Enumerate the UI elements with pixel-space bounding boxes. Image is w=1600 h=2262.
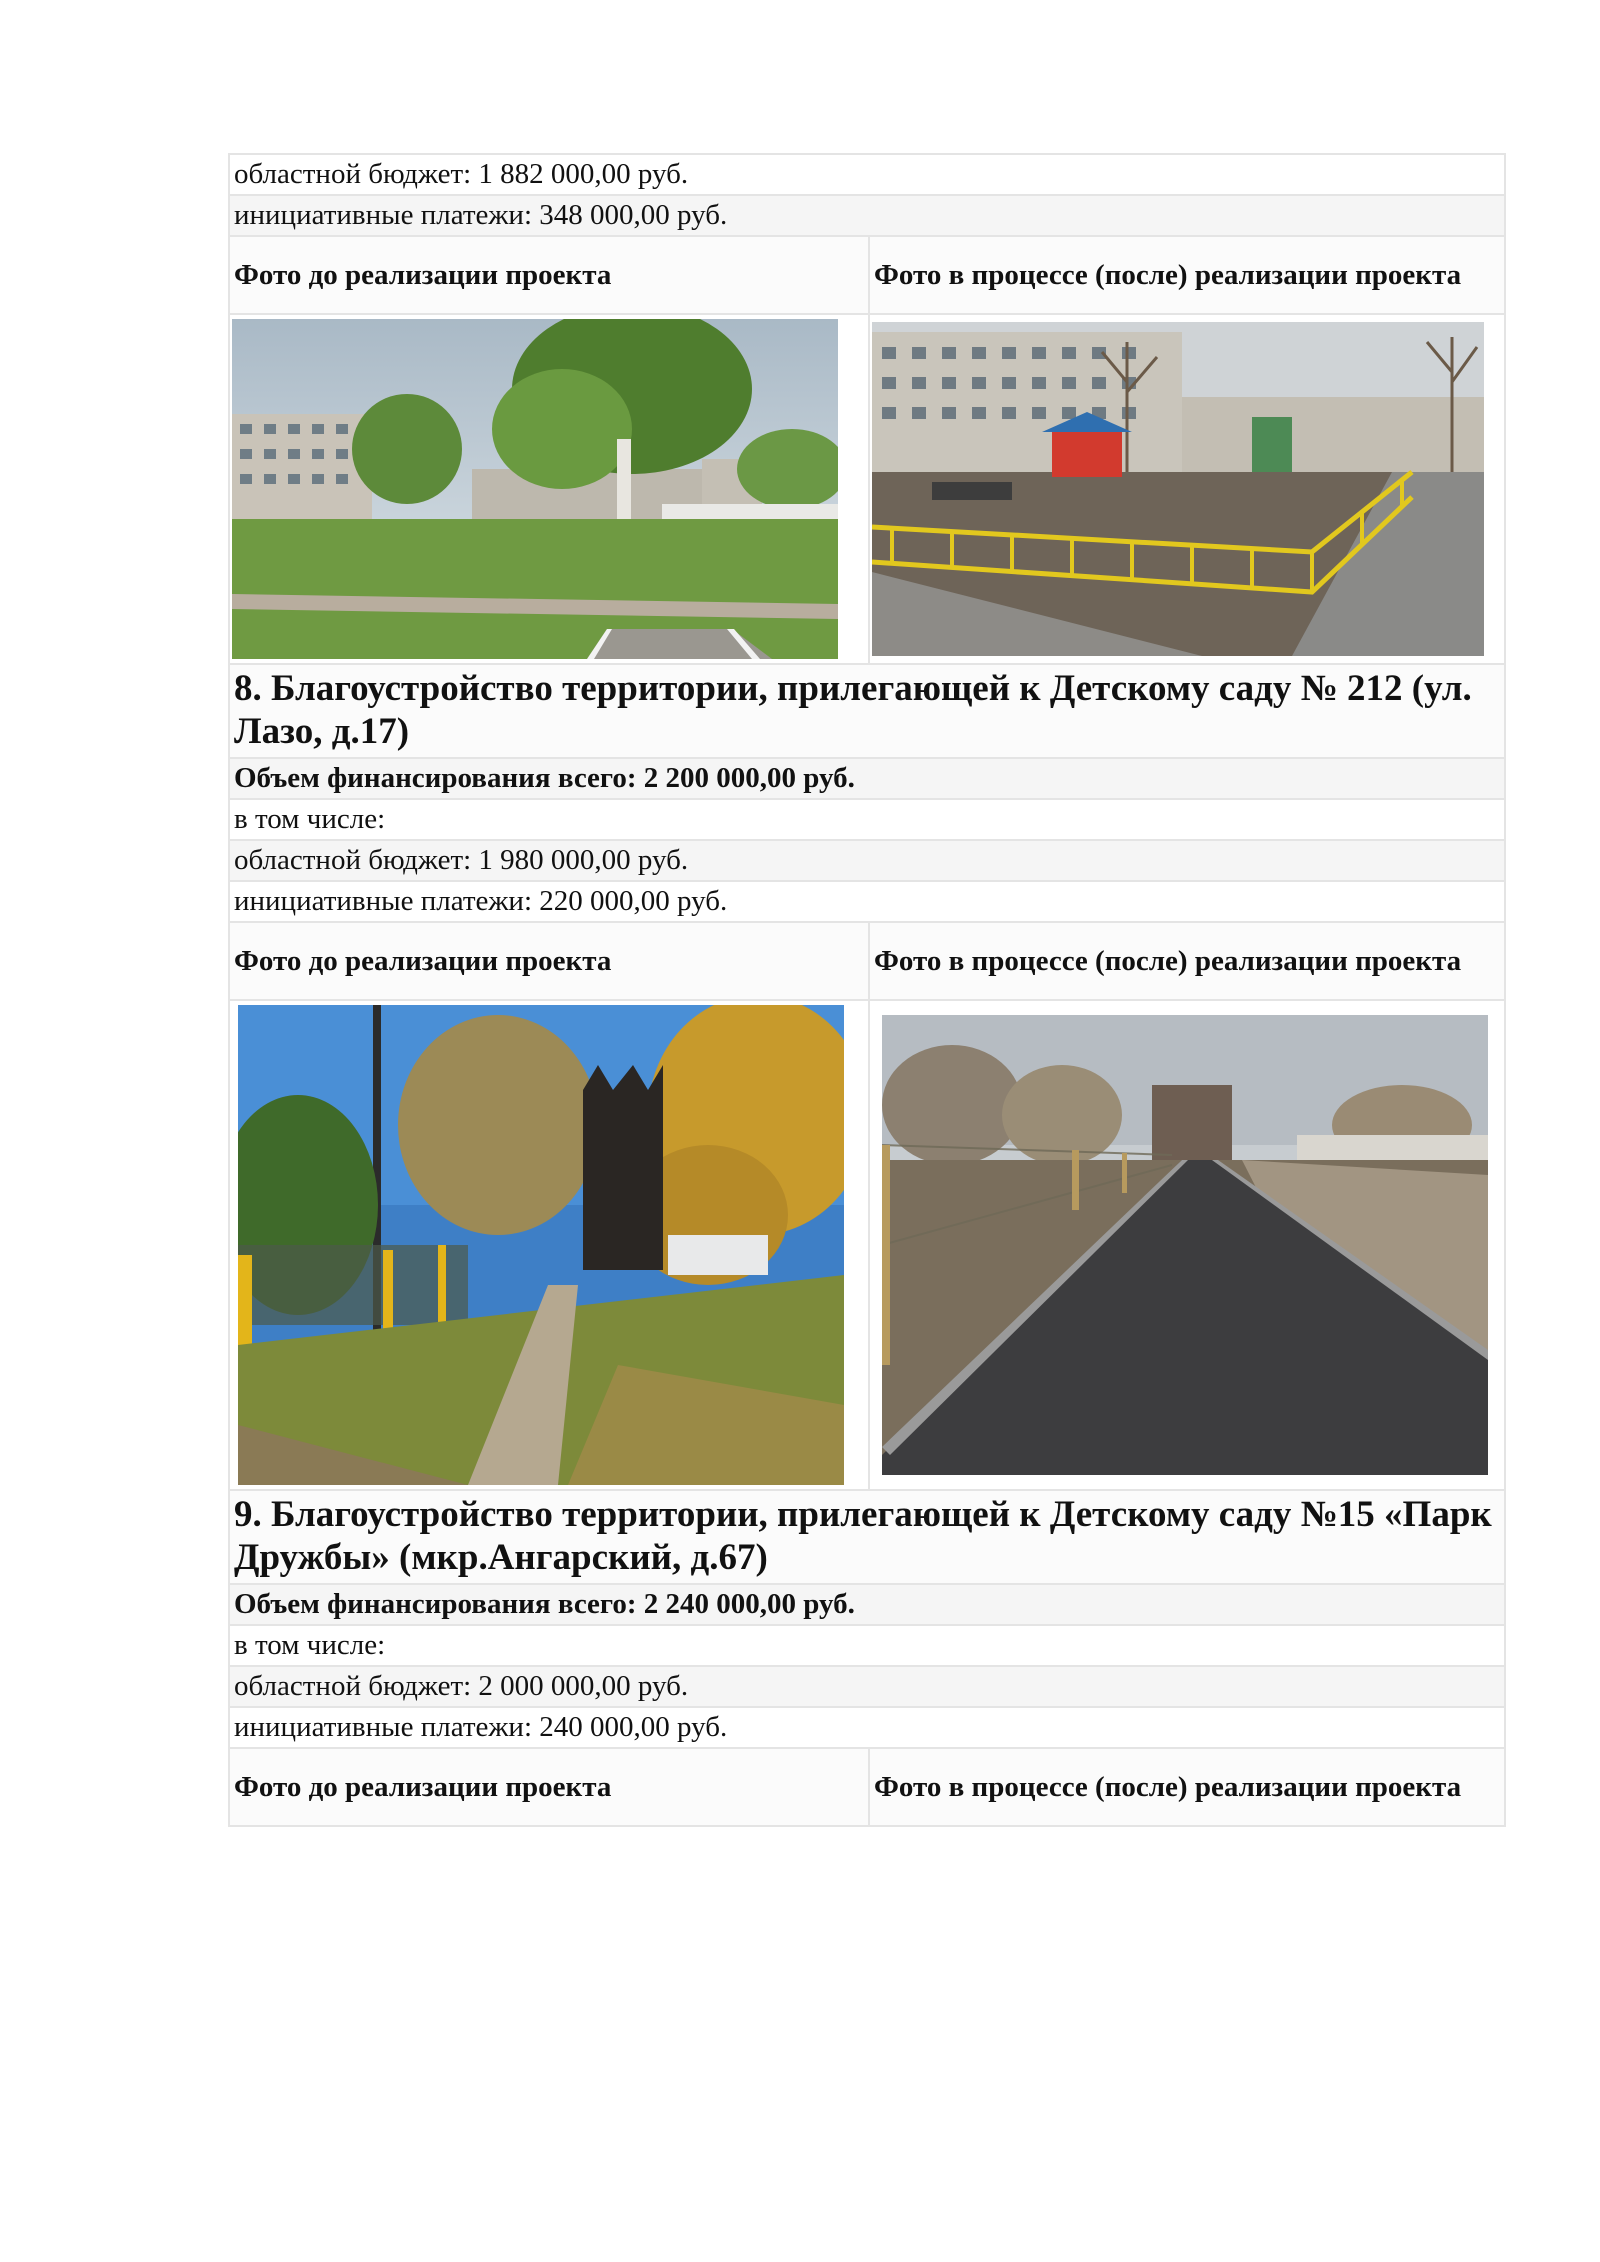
photo-after-label-7: Фото в процессе (после) реализации проекта	[869, 236, 1505, 314]
photo-before-label-8: Фото до реализации проекта	[229, 922, 869, 1000]
photo-after-7	[872, 322, 1484, 656]
regional-budget-9: областной бюджет: 2 000 000,00 руб.	[229, 1666, 1505, 1707]
regional-budget-7: областной бюджет: 1 882 000,00 руб.	[229, 154, 1505, 195]
photo-after-cell-8	[869, 1000, 1505, 1490]
photo-before-cell-7	[229, 314, 869, 664]
photo-after-label-8: Фото в процессе (после) реализации проекта	[869, 922, 1505, 1000]
including-label-8: в том числе:	[229, 799, 1505, 840]
photo-before-7	[232, 319, 838, 659]
photo-after-cell-7	[869, 314, 1505, 664]
photo-after-label-9: Фото в процессе (после) реализации проекта	[869, 1748, 1505, 1826]
photo-before-8	[238, 1005, 844, 1485]
initiative-payments-8: инициативные платежи: 220 000,00 руб.	[229, 881, 1505, 922]
project-title-8: 8. Благоустройство территории, прилегающей к Детскому саду № 212 (ул. Лазо, д.17)	[229, 664, 1505, 758]
photo-before-label-9: Фото до реализации проекта	[229, 1748, 869, 1826]
regional-budget-8: областной бюджет: 1 980 000,00 руб.	[229, 840, 1505, 881]
document-page	[228, 153, 1504, 1827]
total-funding-9: Объем финансирования всего: 2 240 000,00 руб.	[229, 1584, 1505, 1625]
initiative-payments-7: инициативные платежи: 348 000,00 руб.	[229, 195, 1505, 236]
photo-after-8	[882, 1015, 1488, 1475]
photo-before-cell-8	[229, 1000, 869, 1490]
initiative-payments-9: инициативные платежи: 240 000,00 руб.	[229, 1707, 1505, 1748]
project-title-9: 9. Благоустройство территории, прилегающей к Детскому саду №15 «Парк Дружбы» (мкр.Ангарский, д.67)	[229, 1490, 1505, 1584]
photo-before-label-7: Фото до реализации проекта	[229, 236, 869, 314]
projects-table	[228, 153, 1506, 1827]
total-funding-8: Объем финансирования всего: 2 200 000,00 руб.	[229, 758, 1505, 799]
including-label-9: в том числе:	[229, 1625, 1505, 1666]
